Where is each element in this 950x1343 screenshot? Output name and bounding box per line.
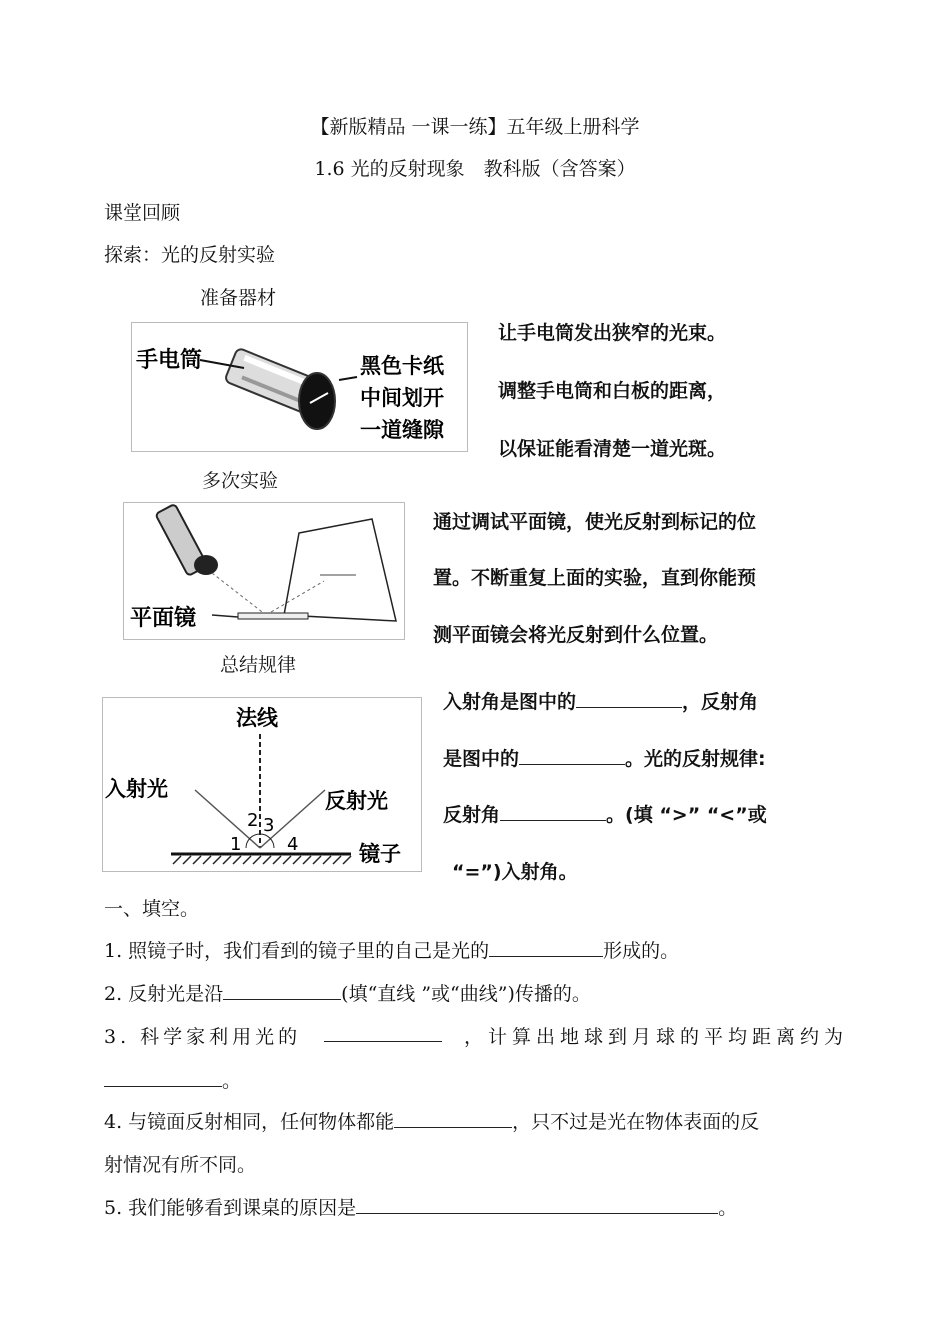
- answer-blank[interactable]: [324, 1022, 442, 1042]
- label-incident-light: 入射光: [105, 777, 168, 801]
- prep-text-line: 调整手电筒和白板的距离，: [498, 380, 727, 402]
- experiment-text-line: 置。不断重复上面的实验，直到你能预: [433, 567, 757, 589]
- angle-label: 2: [247, 810, 259, 831]
- angle-label: 4: [287, 834, 299, 855]
- question-3-cont: 。: [104, 1066, 241, 1093]
- question-4: 4. 与镜面反射相同，任何物体都能 ，只不过是光在物体表面的反: [104, 1107, 759, 1134]
- label-mirror: 镜子: [359, 842, 401, 866]
- label-middle-cut: 中间划开: [360, 386, 444, 410]
- flashlight-figure: [131, 322, 468, 452]
- section-heading-review: 课堂回顾: [104, 202, 181, 224]
- answer-blank[interactable]: [489, 937, 603, 957]
- question-3: 3. 科学家利用光的 ，计算出地球到月球的平均距离约为: [104, 1022, 848, 1049]
- prep-text-line: 以保证能看清楚一道光斑。: [498, 438, 727, 460]
- angle-label: 1: [230, 834, 242, 855]
- summary-line-3: 反射角 。(填 “>” “<”或: [443, 800, 767, 827]
- question-1: 1. 照镜子时，我们看到的镜子里的自己是光的 形成的。: [104, 936, 679, 963]
- prep-text-line: 让手电筒发出狭窄的光束。: [498, 322, 727, 344]
- summary-line-4: “=”)入射角。: [452, 861, 578, 883]
- section-heading-fill: 一、填空。: [104, 898, 200, 920]
- answer-blank[interactable]: [576, 688, 682, 708]
- answer-blank[interactable]: [104, 1067, 222, 1087]
- question-5: 5. 我们能够看到课桌的原因是 。: [104, 1193, 737, 1220]
- answer-blank[interactable]: [356, 1194, 718, 1214]
- document-title: 【新版精品 一课一练】五年级上册科学: [310, 116, 640, 138]
- experiment-label: 多次实验: [202, 470, 279, 492]
- angle-label: 3: [263, 815, 275, 836]
- question-4-cont: 射情况有所不同。: [104, 1154, 257, 1176]
- prep-label: 准备器材: [200, 287, 277, 309]
- label-normal-line: 法线: [236, 706, 278, 730]
- answer-blank[interactable]: [223, 980, 341, 1000]
- summary-label: 总结规律: [220, 654, 297, 676]
- summary-line-1: 入射角是图中的 ，反射角: [443, 687, 758, 714]
- experiment-text-line: 通过调试平面镜，使光反射到标记的位: [433, 511, 757, 533]
- experiment-text-line: 测平面镜会将光反射到什么位置。: [433, 624, 719, 646]
- label-flashlight: 手电筒: [136, 348, 203, 373]
- answer-blank[interactable]: [500, 801, 606, 821]
- document-subtitle: 1.6 光的反射现象 教科版（含答案）: [314, 158, 636, 180]
- label-black-card: 黑色卡纸: [360, 354, 444, 378]
- reflection-law-figure: [102, 697, 422, 872]
- label-slit: 一道缝隙: [360, 418, 444, 442]
- label-plane-mirror: 平面镜: [130, 606, 197, 631]
- label-reflected-light: 反射光: [325, 789, 388, 813]
- question-2: 2. 反射光是沿 (填“直线 ”或“曲线”)传播的。: [104, 979, 591, 1006]
- mirror-experiment-figure: [123, 502, 405, 640]
- summary-line-2: 是图中的 。光的反射规律:: [443, 744, 766, 771]
- answer-blank[interactable]: [519, 745, 625, 765]
- answer-blank[interactable]: [394, 1108, 512, 1128]
- explore-heading: 探索：光的反射实验: [104, 244, 276, 266]
